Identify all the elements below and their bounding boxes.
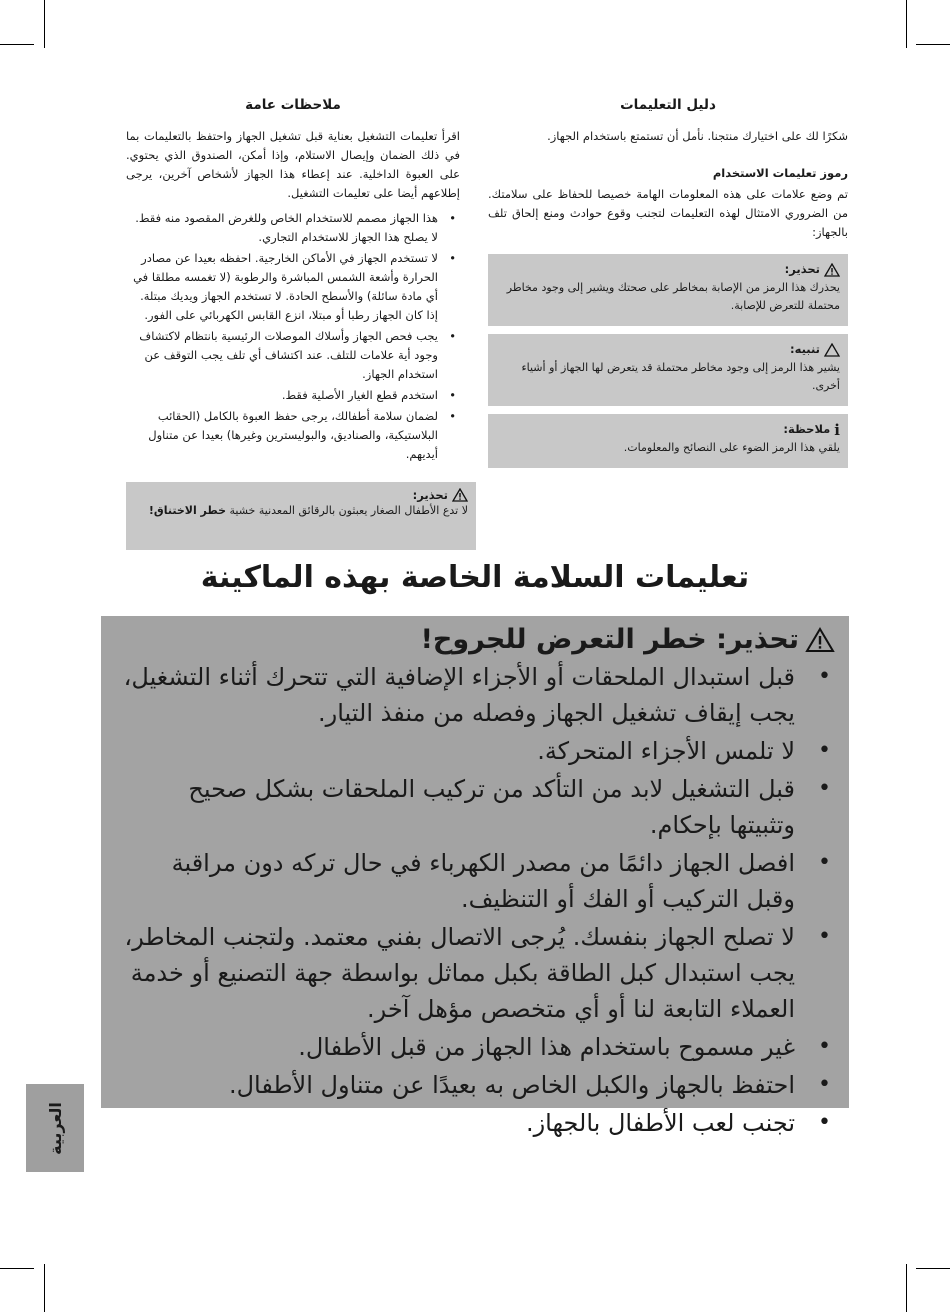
warning-triangle-icon [824,263,840,277]
list-item: • قبل استبدال الملحقات أو الأجزاء الإضافية التي تتحرك أثناء التشغيل، يجب إيقاف تشغيل الجهاز وفصله من منفذ التيار. [123,659,795,731]
warning-note-box [488,254,848,326]
general-intro: اقرأ تعليمات التشغيل بعناية قبل تشغيل الجهاز واحتفظ بالتعليمات بما في ذلك الضمان وإيصال الاستلام، وإذا أمكن، الصندوق الذي يحتوي. على العبوة الداخلية. عند إعطاء هذا الجهاز لأشخاص آخرين، يرجى إطلاعهم أيضا على تعليمات التشغيل. [126,129,460,200]
list-item: • لضمان سلامة أطفالك، يرجى حفظ العبوة بالكامل (الحقائب البلاستيكية، والصناديق، والبوليسترين وغيرها) بعيدا عن متناول أيديهم. [126,407,438,464]
choking-warning-text: لا تدع الأطفال الصغار يعبثون بالرقائق المعدنية خشية [229,504,468,517]
warning-note-title: تحذير: [784,262,820,276]
crop-mark [0,44,34,45]
warning-triangle-icon [452,488,468,502]
crop-mark [0,1268,34,1269]
safety-warning-box [101,616,849,1137]
list-item: • يجب فحص الجهاز وأسلاك الموصلات الرئيسية بانتظام لاكتشاف وجود أية علامات للتلف. عند اكتشاف أي تلف يجب التوقف عن استخدام الجهاز. [126,327,438,384]
language-tab-label: العربية [45,1101,65,1155]
safety-list [123,659,835,1141]
general-notes-column [126,96,460,466]
safety-title: تعليمات السلامة الخاصة بهذه الماكينة [200,560,750,595]
choking-warning-box [126,482,476,550]
caution-note-text: يشير هذا الرمز إلى وجود مخاطر محتملة قد يتعرض لها الجهاز أو أشياء أخرى. [521,361,840,392]
guide-heading: دليل التعليمات [620,97,716,113]
caution-note-box [488,334,848,406]
list-item: • هذا الجهاز مصمم للاستخدام الخاص وللغرض المقصود منه فقط. لا يصلح هذا الجهاز للاستخدام التجاري. [126,209,438,247]
info-note-title: ملاحظة: [783,422,831,436]
safety-box-title: تحذير: خطر التعرض للجروح! [420,624,799,655]
general-bullet-list [126,209,460,464]
list-item: • لا تصلح الجهاز بنفسك. يُرجى الاتصال بفني معتمد. ولتجنب المخاطر، يجب استبدال كبل الطاقة بكبل مماثل بواسطة جهة التصنيع أو خدمة العملاء التابعة لنا أو أي متخصص مؤهل آخر. [123,919,795,1027]
crop-mark [906,1264,907,1312]
list-item: • احتفظ بالجهاز والكبل الخاص به بعيدًا عن متناول الأطفال. [123,1067,795,1103]
choking-warning-emphasis: خطر الاختناق! [148,504,227,517]
instructions-guide-column [488,96,848,468]
list-item: • لا تلمس الأجزاء المتحركة. [123,733,795,769]
warning-triangle-icon [805,627,835,653]
crop-mark [906,0,907,48]
caution-note-title: تنبيه: [790,342,820,356]
list-item: • غير مسموح باستخدام هذا الجهاز من قبل الأطفال. [123,1029,795,1065]
language-tab [26,1084,84,1172]
choking-warning-title: تحذير: [412,488,448,502]
symbols-heading: رموز تعليمات الاستخدام [712,166,848,180]
general-heading: ملاحظات عامة [245,97,341,113]
crop-mark [916,44,950,45]
caution-triangle-icon [824,343,840,357]
info-icon: i [834,420,840,439]
crop-mark [44,1264,45,1312]
info-note-box [488,414,848,468]
info-note-text: يلقي هذا الرمز الضوء على النصائح والمعلومات. [623,441,840,454]
warning-note-text: يحذرك هذا الرمز من الإصابة بمخاطر على صحتك ويشير إلى وجود مخاطر محتملة للتعرض للإصابة. [506,281,840,312]
crop-mark [916,1268,950,1269]
list-item: • لا تستخدم الجهاز في الأماكن الخارجية. احفظه بعيدا عن مصادر الحرارة وأشعة الشمس المباشرة والرطوبة (لا تغمسه مطلقا في أي مادة سائلة) والأسطح الحادة. لا تستخدم الجهاز ويديك مبتلة. إذا كان الجهاز رطبا أو مبتلا، انزع القابس الكهربائي على الفور. [126,249,438,325]
symbols-text: تم وضع علامات على هذه المعلومات الهامة خصيصا للحفاظ على سلامتك. من الضروري الامتثال لهذه التعليمات لتجنب وقوع حوادث ومنع إلحاق تلف بالجهاز: [488,187,848,239]
crop-mark [44,0,45,48]
guide-intro: شكرًا لك على اختيارك منتجنا. نأمل أن تستمتع باستخدام الجهاز. [547,129,848,143]
list-item: • استخدم قطع الغيار الأصلية فقط. [126,386,438,405]
list-item: • قبل التشغيل لابد من التأكد من تركيب الملحقات بشكل صحيح وتثبيتها بإحكام. [123,771,795,843]
list-item: • افصل الجهاز دائمًا من مصدر الكهرباء في حال تركه دون مراقبة وقبل التركيب أو الفك أو التنظيف. [123,845,795,917]
list-item: • تجنب لعب الأطفال بالجهاز. [123,1105,795,1141]
